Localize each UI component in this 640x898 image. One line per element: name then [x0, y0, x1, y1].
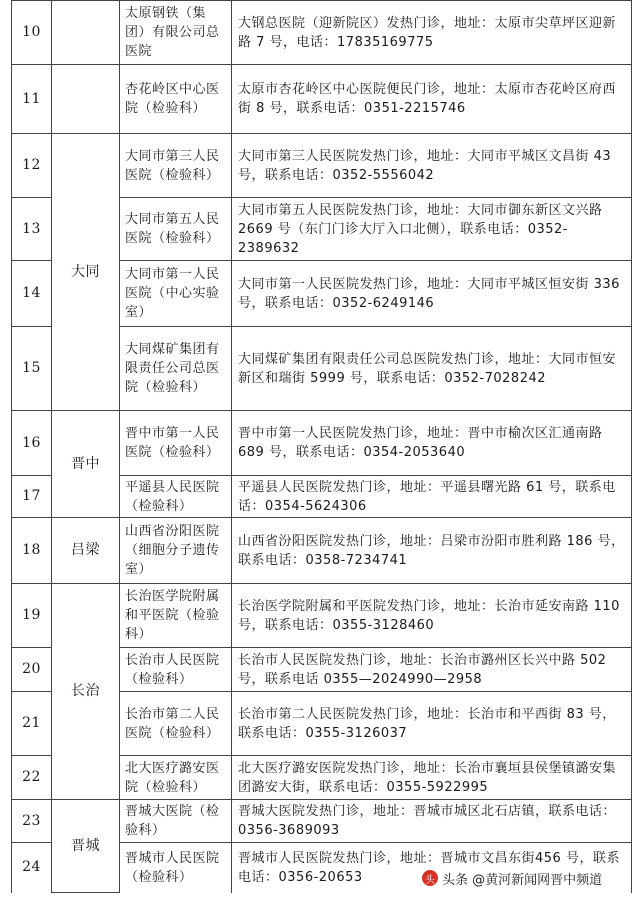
institution-cell: 晋城市人民医院（检验科） [120, 843, 232, 893]
row-number: 23 [12, 800, 52, 843]
details-cell: 大同市第一人民医院发热门诊，地址：大同市平城区恒安街 336 号，联系电话：0352-6249146 [232, 261, 632, 327]
details-cell: 晋中市第一人民医院发热门诊，地址：晋中市榆次区汇通南路 689 号，联系电话：0354-2053640 [232, 411, 632, 476]
institution-cell: 晋中市第一人民医院（检验科） [120, 411, 232, 476]
institution-cell: 长治市第二人民医院（检验科） [120, 692, 232, 756]
table-row [12, 134, 632, 198]
table-row [12, 518, 632, 584]
institution-cell: 大同煤矿集团有限责任公司总医院（检验科） [120, 327, 232, 411]
details-cell: 晋城大医院发热门诊，地址：晋城市城区北石店镇，联系电话：0356-3689093 [232, 800, 632, 843]
hospital-table [11, 0, 632, 893]
institution-cell: 晋城大医院（检验科） [120, 800, 232, 843]
city-cell: 晋城 [52, 800, 120, 893]
institution-cell: 大同市第五人民医院（检验科） [120, 198, 232, 261]
institution-cell: 长治医学院附属和平医院（检验科） [120, 584, 232, 648]
institution-cell: 大同市第一人民医院（中心实验室） [120, 261, 232, 327]
institution-cell: 山西省汾阳医院（细胞分子遗传室） [120, 518, 232, 584]
details-cell: 山西省汾阳医院发热门诊，地址：吕梁市汾阳市胜利路 186 号，联系电话：0358-7234741 [232, 518, 632, 584]
city-cell: 晋中 [52, 411, 120, 518]
row-number: 16 [12, 411, 52, 476]
details-cell: 大同市第五人民医院发热门诊，地址：大同市御东新区文兴路 2669 号（东门门诊大厅入口北侧），联系电话：0352-2389632 [232, 198, 632, 261]
details-cell: 平遥县人民医院发热门诊，地址：平遥县曙光路 61 号，联系电话：0354-5624306 [232, 476, 632, 518]
city-cell: 大同 [52, 134, 120, 411]
toutiao-logo-icon: 头 [422, 870, 438, 886]
details-cell: 长治市人民医院发热门诊，地址：长治市潞州区长兴中路 502 号，联系电话 0355—2024990—2958 [232, 648, 632, 692]
city-cell [52, 65, 120, 134]
details-cell: 北大医疗潞安医院发热门诊，地址：长治市襄垣县侯堡镇潞安集团潞安大街，联系电话：0355-5922995 [232, 756, 632, 800]
details-cell: 大同煤矿集团有限责任公司总医院发热门诊，地址：大同市恒安新区和瑞街 5999 号，联系电话：0352-7028242 [232, 327, 632, 411]
row-number: 17 [12, 476, 52, 518]
details-cell: 大钢总医院（迎新院区）发热门诊，地址：太原市尖草坪区迎新路 7 号，电话：17835169775 [232, 1, 632, 65]
table-row [12, 411, 632, 476]
institution-cell: 北大医疗潞安医院（检验科） [120, 756, 232, 800]
details-cell: 长治市第二人民医院发热门诊，地址：长治市和平西街 83 号，联系电话：0355-3126037 [232, 692, 632, 756]
row-number: 13 [12, 198, 52, 261]
city-cell [52, 1, 120, 65]
institution-cell: 太原钢铁（集团）有限公司总医院 [120, 1, 232, 65]
row-number: 10 [12, 1, 52, 65]
details-cell: 太原市杏花岭区中心医院便民门诊，地址：太原市杏花岭区府西街 8 号，联系电话：0351-2215746 [232, 65, 632, 134]
row-number: 20 [12, 648, 52, 692]
institution-cell: 杏花岭区中心医院（检验科） [120, 65, 232, 134]
institution-cell: 大同市第三人民医院（检验科） [120, 134, 232, 198]
details-cell: 长治医学院附属和平医院发热门诊，地址：长治市延安南路 110 号，联系电话：0355-3128460 [232, 584, 632, 648]
city-cell: 长治 [52, 584, 120, 800]
row-number: 12 [12, 134, 52, 198]
details-cell: 大同市第三人民医院发热门诊，地址：大同市平城区文昌街 43 号，联系电话：0352-5556042 [232, 134, 632, 198]
row-number: 21 [12, 692, 52, 756]
table-row [12, 1, 632, 65]
table-row [12, 584, 632, 648]
row-number: 15 [12, 327, 52, 411]
row-number: 14 [12, 261, 52, 327]
row-number: 24 [12, 843, 52, 893]
institution-cell: 长治市人民医院（检验科） [120, 648, 232, 692]
details-cell: 晋城市人民医院发热门诊，地址：晋城市文昌东街456 号，联系电话：0356-20653 [232, 843, 632, 893]
table-row [12, 65, 632, 134]
row-number: 22 [12, 756, 52, 800]
table-row [12, 800, 632, 843]
institution-cell: 平遥县人民医院（检验科） [120, 476, 232, 518]
watermark-text: 头条 @黄河新闻网晋中频道 [442, 872, 603, 888]
row-number: 19 [12, 584, 52, 648]
city-cell: 吕梁 [52, 518, 120, 584]
source-watermark [418, 866, 606, 890]
row-number: 11 [12, 65, 52, 134]
row-number: 18 [12, 518, 52, 584]
